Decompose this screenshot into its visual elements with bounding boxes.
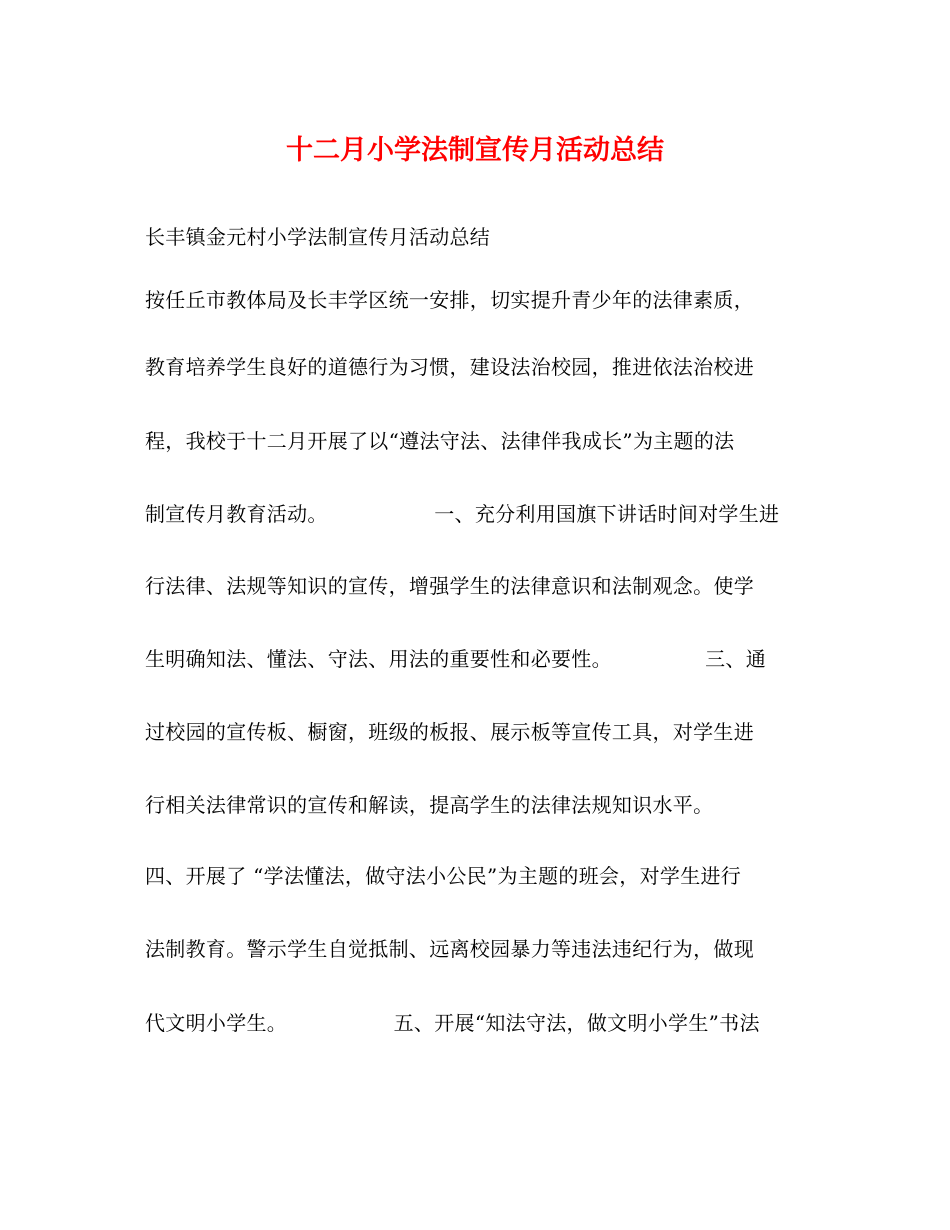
body-line: 生明确知法、懂法、守法、用法的重要性和必要性。 三、通 — [145, 647, 767, 671]
body-line: 法制教育。警示学生自觉抵制、远离校园暴力等违法违纪行为，做现 — [145, 937, 754, 961]
subtitle-line: 长丰镇金元村小学法制宣传月活动总结 — [145, 225, 491, 249]
document-title: 十二月小学法制宣传月活动总结 — [286, 135, 664, 166]
body-line: 代文明小学生。 五、开展“知法守法，做文明小学生”书法 — [145, 1011, 760, 1035]
body-line: 程，我校于十二月开展了以“遵法守法、法律伴我成长”为主题的法 — [145, 429, 735, 453]
body-line: 行相关法律常识的宣传和解读，提高学生的法律法规知识水平。 — [145, 793, 714, 817]
body-line: 按任丘市教体局及长丰学区统一安排，切实提升青少年的法律素质， — [145, 288, 754, 312]
body-line: 四、开展了 “学法懂法，做守法小公民”为主题的班会，对学生进行 — [145, 864, 742, 888]
body-line: 制宣传月教育活动。 一、充分利用国旗下讲话时间对学生进 — [145, 502, 780, 526]
body-line: 过校园的宣传板、橱窗，班级的板报、展示板等宣传工具，对学生进 — [145, 720, 754, 744]
body-line: 教育培养学生良好的道德行为习惯，建设法治校园，推进依法治校进 — [145, 355, 754, 379]
body-line: 行法律、法规等知识的宣传，增强学生的法律意识和法制观念。使学 — [145, 574, 754, 598]
